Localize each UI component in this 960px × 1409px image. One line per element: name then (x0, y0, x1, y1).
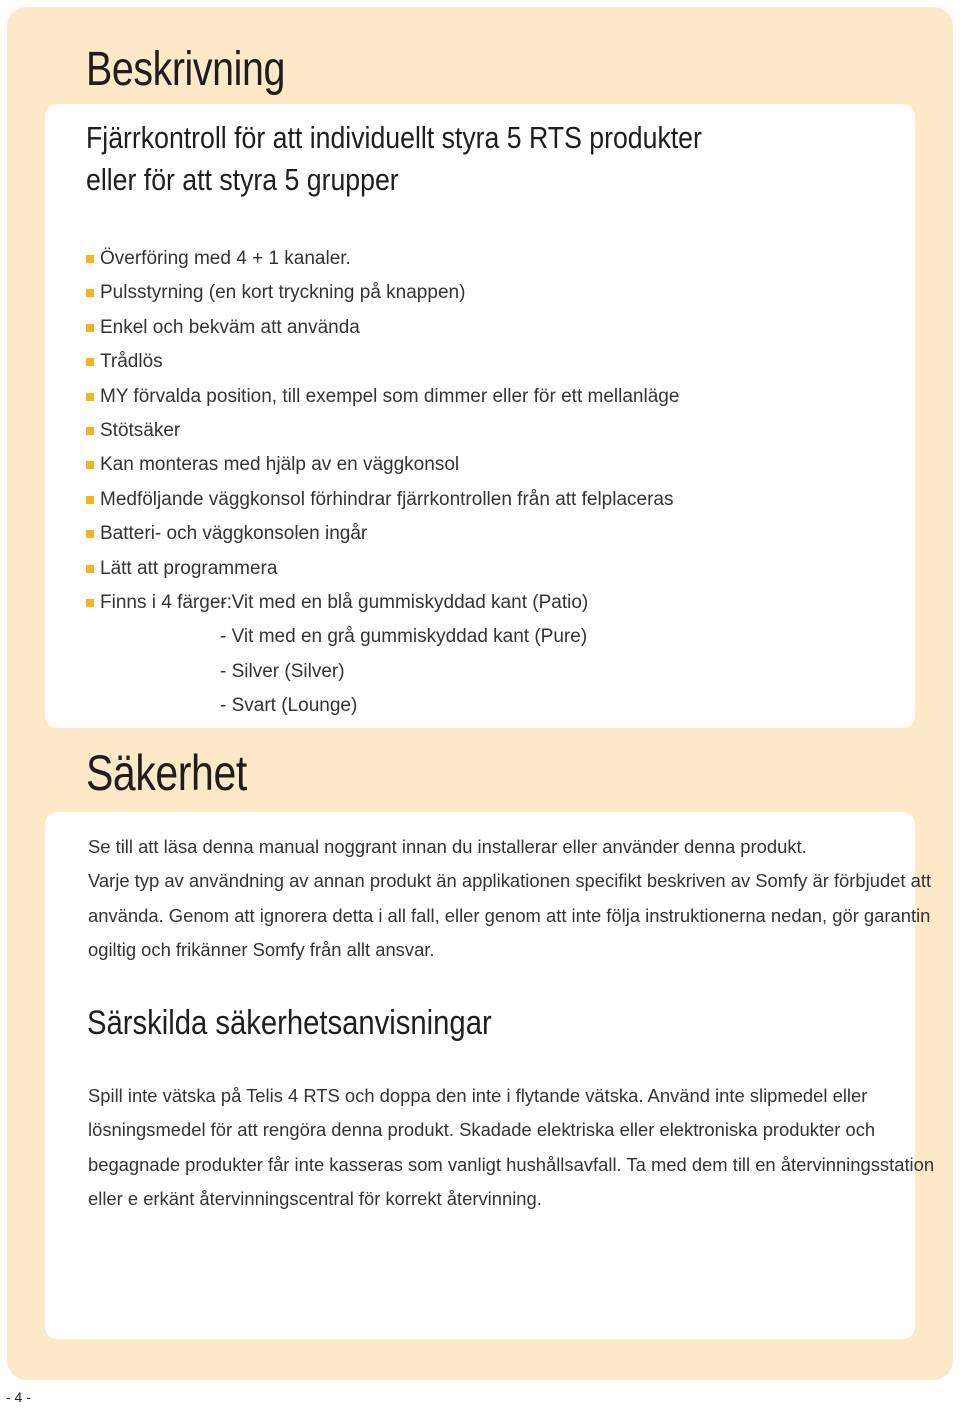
page-number: - 4 - (6, 1389, 31, 1405)
color-variant: - Silver (Silver) (220, 660, 345, 682)
square-bullet-icon (86, 427, 94, 435)
special-safety-heading: Särskilda säkerhetsanvisningar (87, 1004, 492, 1042)
feature-item (86, 311, 679, 345)
colors-item (86, 586, 679, 717)
product-subtitle (86, 117, 705, 201)
paragraph-line: begagnade produkter får inte kasseras som vanligt hushållsavfall. Ta med dem till en återvinningsstation (88, 1153, 935, 1175)
feature-item (86, 345, 679, 379)
feature-text: Stötsäker (100, 419, 181, 441)
square-bullet-icon (86, 530, 94, 538)
color-variant: - Svart (Lounge) (220, 695, 358, 717)
feature-text: Batteri- och väggkonsolen ingår (100, 523, 368, 545)
square-bullet-icon (86, 255, 94, 263)
feature-text: Enkel och bekväm att använda (100, 316, 360, 338)
feature-text: Överföring med 4 + 1 kanaler. (100, 248, 351, 269)
paragraph-line: lösningsmedel för att rengöra denna produkt. Skadade elektriska eller elektroniska produkter och (88, 1119, 876, 1141)
square-bullet-icon (86, 496, 94, 504)
square-bullet-icon (86, 289, 94, 297)
paragraph-line: använda. Genom att ignorera detta i all fall, eller genom att inte följa instruktionerna nedan, gör garantin (88, 904, 931, 926)
feature-text: MY förvalda position, till exempel som dimmer eller för ett mellanläge (100, 385, 680, 407)
safety-heading: Säkerhet (86, 745, 247, 801)
feature-item (86, 414, 679, 448)
color-variants-list (220, 586, 588, 724)
square-bullet-icon (86, 324, 94, 332)
feature-item (86, 380, 679, 414)
square-bullet-icon (86, 599, 94, 607)
feature-item (86, 276, 679, 310)
feature-text: Lätt att programmera (100, 557, 278, 579)
feature-text: Kan monteras med hjälp av en väggkonsol (100, 454, 460, 476)
subtitle-line: Fjärrkontroll för att individuellt styra 5 RTS produkter (86, 120, 702, 155)
feature-text: Pulsstyrning (en kort tryckning på knappen) (100, 282, 466, 304)
square-bullet-icon (86, 461, 94, 469)
colors-label: Finns i 4 färger: (100, 591, 232, 613)
safety-paragraph (88, 830, 931, 968)
description-heading: Beskrivning (86, 43, 285, 96)
paragraph-line: ogiltig och frikänner Somfy från allt ansvar. (88, 939, 435, 961)
subtitle-line: eller för att styra 5 grupper (86, 162, 399, 197)
feature-item (86, 242, 679, 276)
feature-item (86, 552, 679, 586)
feature-list (86, 242, 680, 717)
feature-item (86, 483, 679, 517)
square-bullet-icon (86, 358, 94, 366)
color-variant: - Vit med en blå gummiskyddad kant (Patio) (220, 591, 589, 613)
feature-item (86, 517, 679, 551)
paragraph-line: Spill inte vätska på Telis 4 RTS och doppa den inte i flytande vätska. Använd inte slipmedel eller (88, 1085, 868, 1106)
feature-text: Trådlös (100, 351, 163, 373)
feature-text: Medföljande väggkonsol förhindrar fjärrkontrollen från att felplaceras (100, 488, 674, 510)
special-safety-paragraph (88, 1079, 934, 1217)
paragraph-line: eller e erkänt återvinningscentral för korrekt återvinning. (88, 1188, 542, 1210)
square-bullet-icon (86, 565, 94, 573)
paragraph-line: Varje typ av användning av annan produkt än applikationen specifikt beskriven av Somfy är förbjudet att (88, 870, 932, 892)
square-bullet-icon (86, 393, 94, 401)
paragraph-line: Se till att läsa denna manual noggrant innan du installerar eller använder denna produkt. (88, 836, 807, 857)
color-variant: - Vit med en grå gummiskyddad kant (Pure) (220, 626, 588, 648)
feature-item (86, 448, 679, 482)
